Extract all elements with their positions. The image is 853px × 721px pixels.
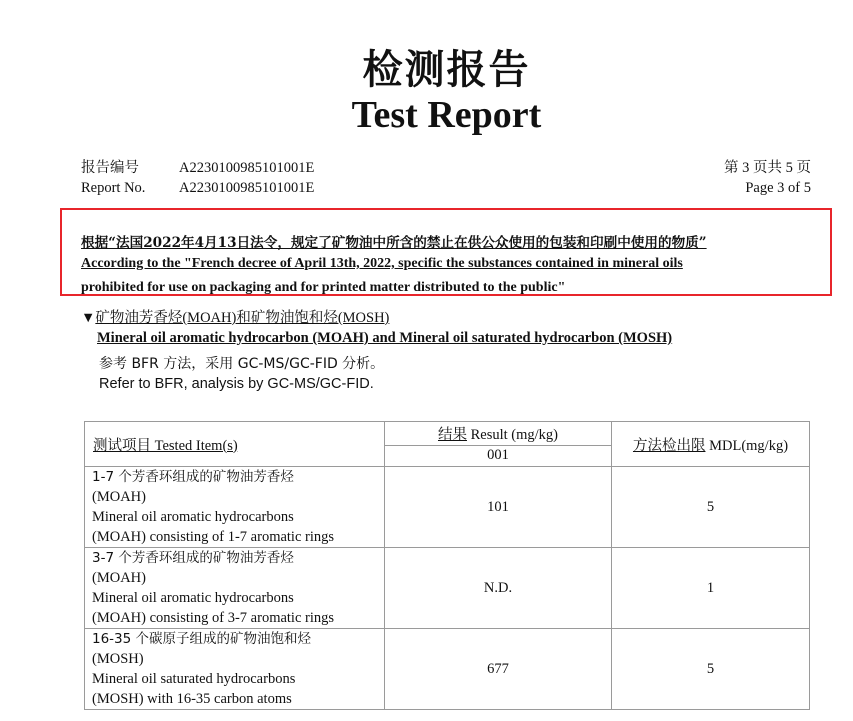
header-sample-id: 001 (385, 445, 612, 466)
report-title-cn: 检测报告 (362, 46, 531, 93)
report-number-block (81, 158, 314, 198)
header-result-cn: 结果 (437, 426, 467, 443)
page-indicator (724, 158, 811, 198)
tested-item-cell (85, 467, 385, 548)
page-indicator-cn: 第 3 页共 5 页 (724, 160, 811, 176)
report-no-value-cn: A2230100985101001E (179, 160, 315, 176)
mdl-cell: 5 (612, 467, 810, 548)
tested-item-cn: 1-7 个芳香环组成的矿物油芳香烃 (92, 469, 294, 485)
decree-text-en-line2: prohibited for use on packaging and for printed matter distributed to the public" (81, 280, 566, 295)
result-cell: 677 (385, 629, 612, 710)
tested-item-en1: Mineral oil aromatic hydrocarbons (92, 590, 294, 606)
report-no-value-en: A2230100985101001E (179, 180, 315, 196)
table-row (85, 467, 810, 548)
report-no-label-en: Report No. (81, 180, 146, 196)
section-title-en: Mineral oil aromatic hydrocarbon (MOAH) and Mineral oil saturated hydrocarbon (MOSH) (97, 330, 673, 346)
table-row (85, 548, 810, 629)
tested-item-cn: 3-7 个芳香环组成的矿物油芳香烃 (92, 550, 294, 566)
page-indicator-en: Page 3 of 5 (745, 180, 811, 196)
header-mdl-en: MDL(mg/kg) (709, 437, 789, 454)
tested-item-abbr: (MOAH) (92, 570, 146, 586)
report-no-label-cn: 报告编号 (81, 160, 139, 176)
method-reference-en: Refer to BFR, analysis by GC-MS/GC-FID. (99, 376, 374, 392)
tested-item-abbr: (MOAH) (92, 489, 146, 505)
tested-item-cell (85, 629, 385, 710)
mdl-cell: 5 (612, 629, 810, 710)
decree-text-cn: 根据“法国2022年4月13日法令，规定了矿物油中所含的禁止在供公众使用的包装和印刷中使用的物质” (81, 235, 707, 251)
tested-item-en1: Mineral oil aromatic hydrocarbons (92, 509, 294, 525)
result-cell: N.D. (385, 548, 612, 629)
header-result-en: Result (mg/kg) (470, 426, 559, 443)
decree-text-en-line1: According to the "French decree of April 13th, 2022, specific the substances contained in mineral oils (81, 256, 683, 271)
tested-item-en2: (MOSH) with 16-35 carbon atoms (92, 691, 292, 707)
tested-item-en2: (MOAH) consisting of 1-7 aromatic rings (92, 529, 335, 545)
header-mdl (612, 422, 810, 467)
triangle-marker-icon: ▼ (81, 310, 96, 326)
tested-item-en1: Mineral oil saturated hydrocarbons (92, 671, 296, 687)
header-tested-item: 测试项目 Tested Item(s) (85, 422, 385, 467)
table-header-row (85, 422, 810, 446)
header-mdl-cn: 方法检出限 (632, 437, 706, 454)
report-title-en: Test Report (351, 94, 542, 136)
method-reference-cn: 参考 BFR 方法，采用 GC-MS/GC-FID 分析。 (99, 356, 385, 372)
tested-item-cn: 16-35 个碳原子组成的矿物油饱和烃 (92, 631, 312, 647)
table-row (85, 629, 810, 710)
mdl-cell: 1 (612, 548, 810, 629)
results-table (84, 421, 810, 710)
tested-item-cell (85, 548, 385, 629)
header-result (385, 422, 612, 446)
tested-item-en2: (MOAH) consisting of 3-7 aromatic rings (92, 610, 335, 626)
section-title-cn: 矿物油芳香烃(MOAH)和矿物油饱和烃(MOSH) (95, 310, 390, 326)
section-title (81, 306, 389, 327)
result-cell: 101 (385, 467, 612, 548)
tested-item-abbr: (MOSH) (92, 651, 144, 667)
